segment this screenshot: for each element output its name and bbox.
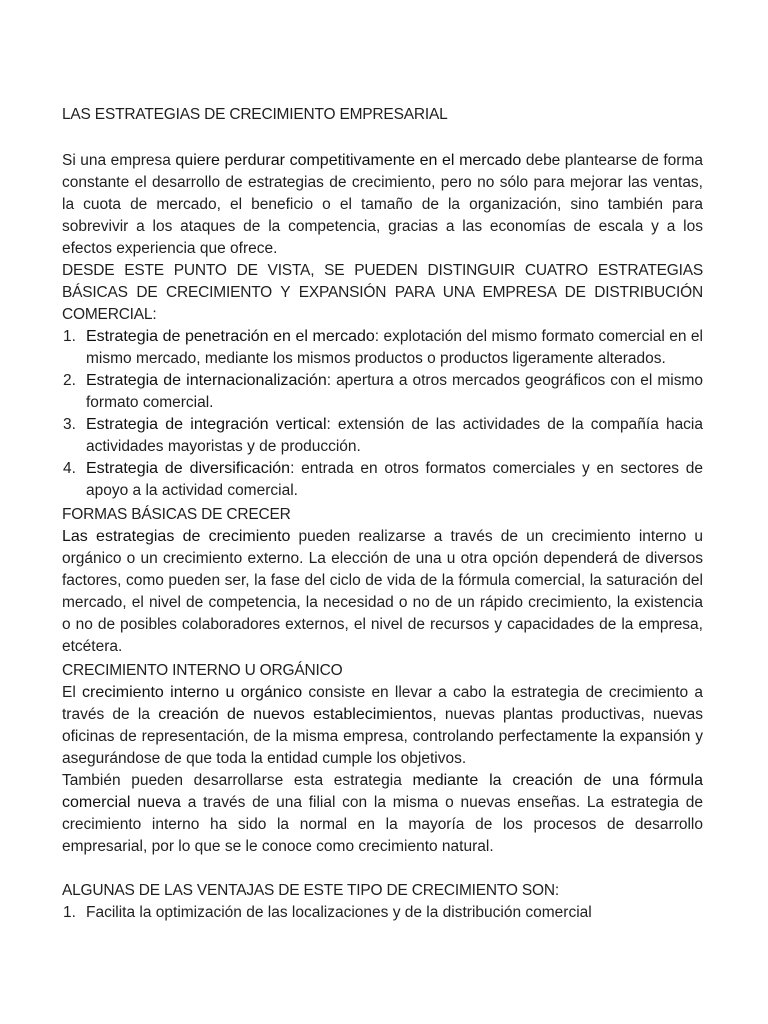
strategy-description: extensión de las actividades de la compañía hacia actividades mayoristas y de producción. <box>86 416 704 455</box>
interno2-highlight: mediante la creación de una fórmula comercial nueva <box>62 772 703 811</box>
list-number: 4. <box>63 460 76 477</box>
list-item <box>62 458 703 502</box>
formas-heading: FORMAS BÁSICAS DE CRECER <box>62 506 291 523</box>
strategy-description: apertura a otros mercados geográficos con el mismo formato comercial. <box>86 372 703 411</box>
interno-highlight-1: crecimiento interno u orgánico <box>82 684 303 701</box>
strategy-term: Estrategia de integración vertical <box>86 416 327 433</box>
intro-highlight: quiere perdurar competitivamente en el mercado <box>175 152 522 169</box>
list-item <box>62 414 703 458</box>
interno2-text-end: a través de una filial con la misma o nuevas enseñas. La estrategia de crecimiento interno ha sido la normal en la mayoría de los procesos de desarrollo empresarial, por lo que se le conoce como crecimiento natural. <box>62 794 704 855</box>
interno-text-end: , nuevas plantas productivas, nuevas oficinas de representación, de la misma empresa, controlando perfectamente la expansión y asegurándose de que toda la entidad cumple los objetivos. <box>62 706 704 767</box>
list-item <box>62 902 703 924</box>
interno-text-start: El <box>62 684 83 701</box>
formas-text: pueden realizarse a través de un crecimiento interno u orgánico o un crecimiento externo. La elección de una u otra opción dependerá de diversos factores, como pueden ser, la fase del ciclo de vida de la fórmula comercial, la saturación del mercado, el nivel de competencia, la necesidad o no de un rápido crecimiento, la existencia o no de posibles colaboradores externos, el nivel de recursos y capacidades de la empresa, etcétera. <box>62 528 703 655</box>
strategy-term: Estrategia de penetración en el mercado <box>86 328 375 345</box>
strategy-separator: : <box>326 416 331 433</box>
strategies-list <box>62 326 703 502</box>
document-title: LAS ESTRATEGIAS DE CRECIMIENTO EMPRESARIAL <box>62 106 448 123</box>
list-item <box>62 326 703 370</box>
ventaja-text: Facilita la optimización de las localizaciones y de la distribución comercial <box>86 904 592 921</box>
list-number: 1. <box>63 904 76 921</box>
paragraph-spacer <box>62 858 703 880</box>
interno-highlight-2: creación de nuevos establecimientos <box>158 706 433 723</box>
strategy-separator: : <box>374 328 380 345</box>
strategy-separator: : <box>290 460 295 477</box>
strategy-term: Estrategia de diversificación <box>86 460 291 477</box>
formas-highlight: Las estrategias de crecimiento <box>62 528 291 545</box>
interno-heading: CRECIMIENTO INTERNO U ORGÁNICO <box>62 662 343 679</box>
list-number: 1. <box>63 328 76 345</box>
list-number: 3. <box>63 416 76 433</box>
strategy-term: Estrategia de internacionalización <box>86 372 327 389</box>
ventajas-heading: ALGUNAS DE LAS VENTAJAS DE ESTE TIPO DE CRECIMIENTO SON: <box>62 882 559 899</box>
list-number: 2. <box>63 372 76 389</box>
interno-paragraph-2 <box>62 770 703 858</box>
strategies-heading: DESDE ESTE PUNTO DE VISTA, SE PUEDEN DISTINGUIR CUATRO ESTRATEGIAS BÁSICAS DE CRECIMIENTO Y EXPANSIÓN PARA UNA EMPRESA DE DISTRIBUCIÓN COMERCIAL: <box>62 262 703 323</box>
strategy-description: explotación del mismo formato comercial en el mismo mercado, mediante los mismos productos o productos ligeramente alterados. <box>86 328 703 367</box>
intro-text-start: Si una empresa <box>62 152 176 169</box>
interno-paragraph-1 <box>62 682 703 770</box>
strategy-description: entrada en otros formatos comerciales y en sectores de apoyo a la actividad comercial. <box>86 460 703 499</box>
formas-paragraph <box>62 526 703 658</box>
strategy-separator: : <box>326 372 332 389</box>
document-page <box>62 104 703 924</box>
interno2-text-start: También pueden desarrollarse esta estrategia <box>62 772 413 789</box>
intro-paragraph <box>62 150 703 260</box>
intro-text-end: debe plantearse de forma constante el desarrollo de estrategias de crecimiento, pero no sólo para mejorar las ventas, la cuota de mercado, el beneficio o el tamaño de la organización, sino también para sobrevivir a los ataques de la competencia, gracias a las economías de escala y a los efectos experiencia que ofrece. <box>62 152 703 257</box>
list-item <box>62 370 703 414</box>
interno-text-middle: consiste en llevar a cabo la estrategia de crecimiento a través de la <box>62 684 704 723</box>
ventajas-list <box>62 902 703 924</box>
